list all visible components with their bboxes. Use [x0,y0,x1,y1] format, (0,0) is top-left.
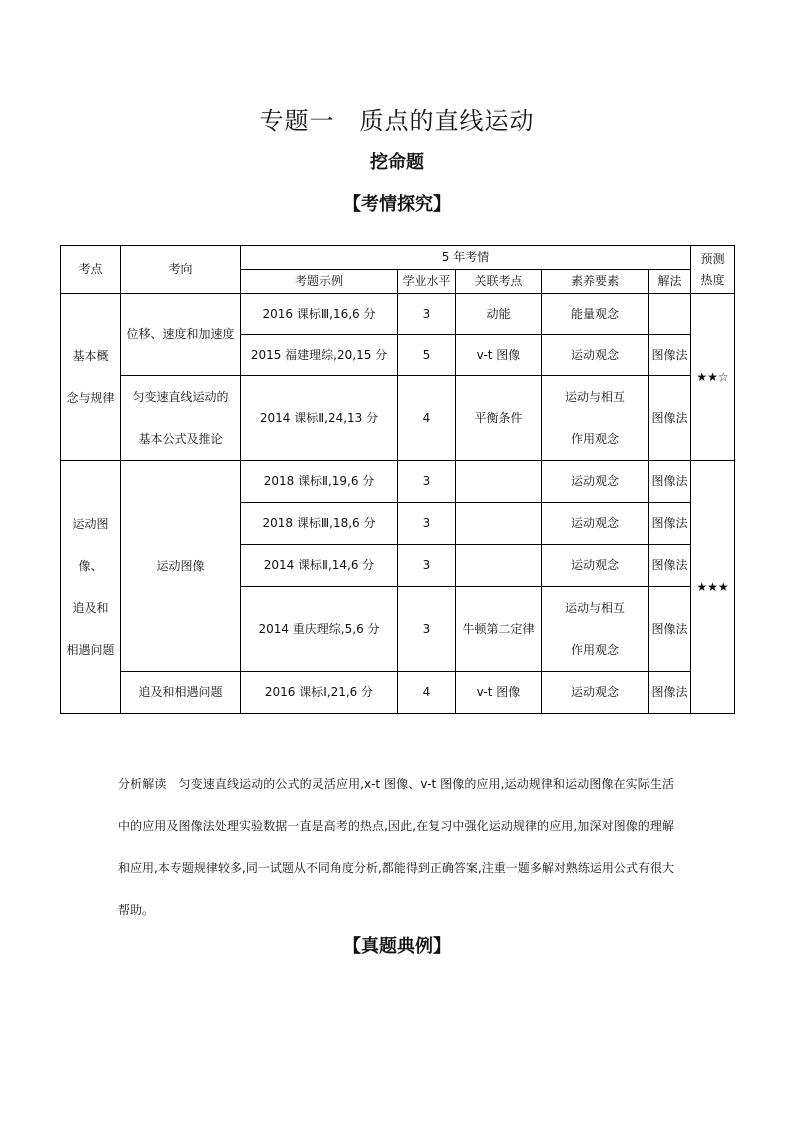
related-cell: v-t 图像 [456,672,542,714]
related-cell: 动能 [456,294,542,335]
literacy-text: 运动与相互 [564,601,625,615]
kaodian-text: 追及和 [72,601,109,615]
method-cell: 图像法 [649,376,691,461]
related-cell [456,545,542,587]
page-title: 专题一 质点的直线运动 [259,107,535,135]
kaodian-cell [61,294,121,461]
level-cell: 3 [398,587,456,672]
example-cell: 2018 课标Ⅱ,19,6 分 [241,461,398,503]
table-row [61,672,735,714]
level-cell: 3 [398,294,456,335]
example-cell: 2016 课标Ⅰ,21,6 分 [241,672,398,714]
header-prediction [691,246,735,294]
example-cell: 2016 课标Ⅲ,16,6 分 [241,294,398,335]
level-cell: 5 [398,335,456,376]
header-related: 关联考点 [456,270,542,294]
kaodian-cell [61,461,121,714]
kaodian-text: 基本概 [72,349,109,363]
literacy-cell: 运动观念 [542,672,649,714]
kaodian-text: 念与规律 [66,391,115,405]
literacy-cell: 运动观念 [542,503,649,545]
header-five-year: 5 年考情 [241,246,691,270]
header-method: 解法 [649,270,691,294]
level-cell: 3 [398,461,456,503]
example-cell: 2015 福建理综,20,15 分 [241,335,398,376]
kaoxiang-cell: 运动图像 [121,461,241,672]
method-cell: 图像法 [649,672,691,714]
header-redu: 热度 [700,272,725,287]
exam-analysis-table [60,245,735,714]
section-heading-zhenti: 【真题典例】 [343,936,451,957]
kaoxiang-cell: 追及和相遇问题 [121,672,241,714]
header-kaoxiang: 考向 [121,246,241,294]
page-subtitle: 挖命题 [370,152,424,173]
method-cell: 图像法 [649,587,691,672]
related-cell: 平衡条件 [456,376,542,461]
header-literacy: 素养要素 [542,270,649,294]
level-cell: 4 [398,376,456,461]
literacy-cell: 运动观念 [542,335,649,376]
example-cell: 2014 重庆理综,5,6 分 [241,587,398,672]
literacy-cell: 能量观念 [542,294,649,335]
kaoxiang-cell [121,376,241,461]
kaoxiang-text: 基本公式及推论 [138,432,223,446]
literacy-text: 运动与相互 [564,390,625,404]
heat-rating: ★★★ [691,461,735,714]
method-cell: 图像法 [649,335,691,376]
example-cell: 2014 课标Ⅱ,24,13 分 [241,376,398,461]
method-cell: 图像法 [649,503,691,545]
literacy-text: 作用观念 [570,432,619,446]
method-cell: 图像法 [649,461,691,503]
example-cell: 2014 课标Ⅱ,14,6 分 [241,545,398,587]
analysis-paragraph: 分析解读 匀变速直线运动的公式的灵活应用,x-t 图像、v-t 图像的应用,运动规律和运动图像在实际生活中的应用及图像法处理实验数据一直是高考的热点,因此,在复习中强化运动规律的应用,加深对图像的理解和应用,本专题规律较多,同一试题从不同角度分析,都能得到正确答案,注重一题多解对熟练运用公式有很大帮助。 [118,777,674,917]
method-cell [649,294,691,335]
kaoxiang-text: 匀变速直线运动的 [132,390,229,404]
method-cell: 图像法 [649,545,691,587]
related-cell: v-t 图像 [456,335,542,376]
example-cell: 2018 课标Ⅲ,18,6 分 [241,503,398,545]
literacy-text: 作用观念 [570,643,619,657]
literacy-cell: 运动观念 [542,461,649,503]
heat-rating: ★★☆ [691,294,735,461]
literacy-cell [542,587,649,672]
header-level: 学业水平 [398,270,456,294]
literacy-cell [542,376,649,461]
level-cell: 4 [398,672,456,714]
kaoxiang-cell: 位移、速度和加速度 [121,294,241,376]
section-heading-kaoqing: 【考情探究】 [343,194,451,215]
header-kaodian: 考点 [61,246,121,294]
table-row [61,461,735,503]
table-row [61,294,735,335]
kaodian-text: 运动图像、 [72,517,109,573]
related-cell [456,461,542,503]
table-row [61,376,735,461]
level-cell: 3 [398,503,456,545]
level-cell: 3 [398,545,456,587]
header-yuce: 预测 [700,251,725,266]
related-cell [456,503,542,545]
header-example: 考题示例 [241,270,398,294]
literacy-cell: 运动观念 [542,545,649,587]
kaodian-text: 相遇问题 [66,643,115,657]
related-cell: 牛顿第二定律 [456,587,542,672]
